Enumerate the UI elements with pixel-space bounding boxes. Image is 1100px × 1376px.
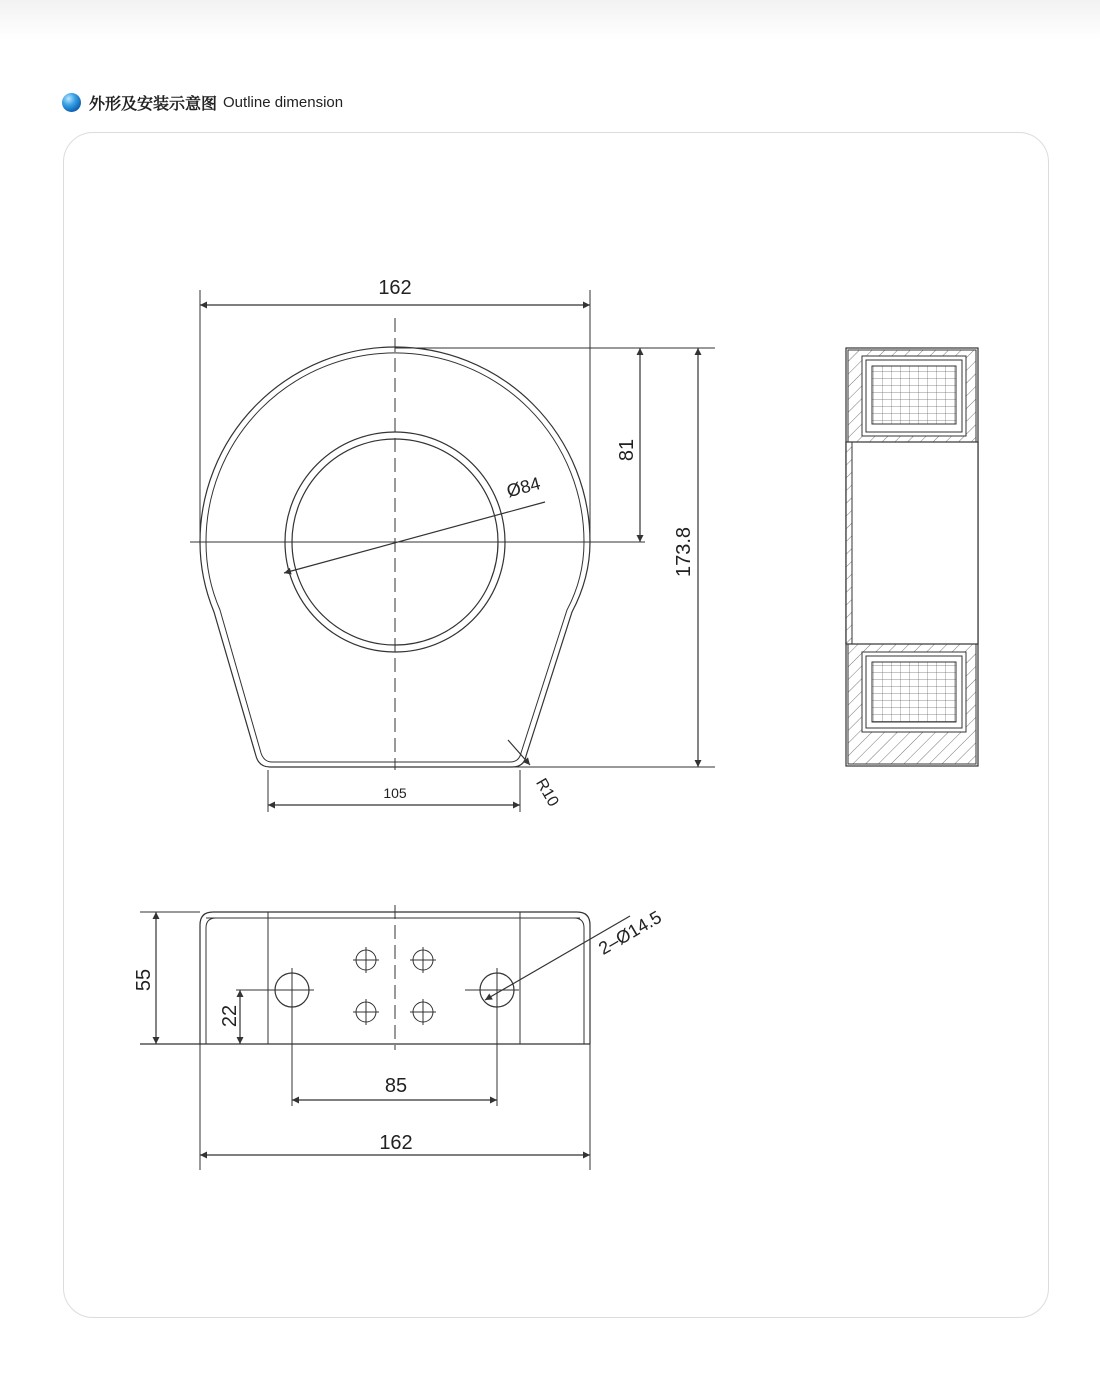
section-title-cn: 外形及安装示意图 — [89, 93, 218, 113]
front-view — [190, 290, 715, 812]
dim-line-bore — [284, 502, 545, 573]
lower-winding — [872, 662, 956, 722]
front-dim-bore: Ø84 — [504, 473, 543, 502]
upper-winding — [872, 366, 956, 424]
section-title-en: Outline dimension — [223, 93, 344, 111]
front-dim-173-8: 173.8 — [673, 526, 695, 578]
front-dim-width: 162 — [378, 277, 412, 299]
section-bore — [846, 442, 978, 644]
front-dim-105: 105 — [383, 785, 407, 801]
bottom-dim-85: 85 — [384, 1075, 408, 1097]
bottom-dim-width: 162 — [379, 1132, 413, 1154]
dim-line-holes — [485, 916, 630, 1000]
bottom-dim-holes: 2–Ø14.5 — [595, 906, 665, 959]
front-dim-r10: R10 — [532, 775, 562, 810]
bottom-view — [140, 905, 630, 1170]
bottom-dim-22: 22 — [219, 1004, 241, 1028]
side-section-view — [846, 348, 978, 766]
bottom-dim-55: 55 — [133, 968, 155, 992]
front-dim-81: 81 — [616, 438, 638, 462]
